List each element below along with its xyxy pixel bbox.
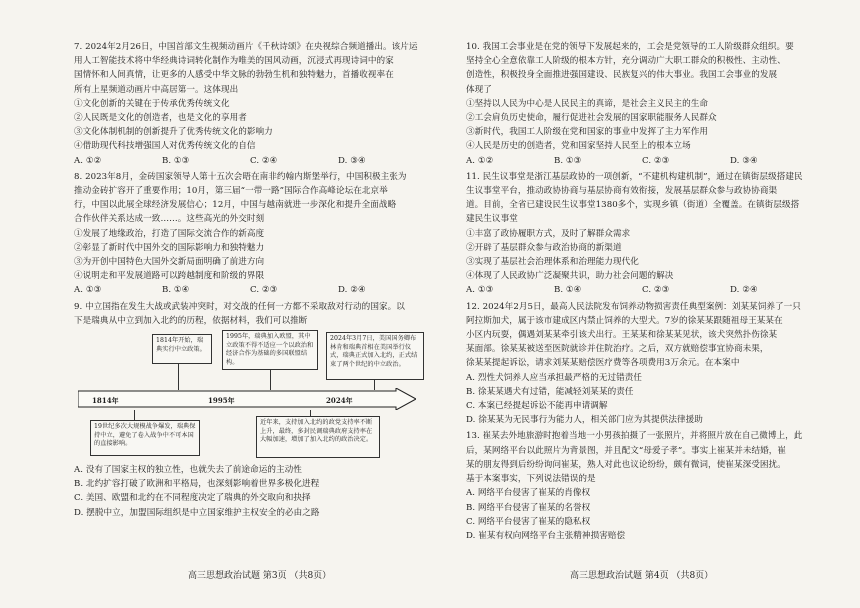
q9-option: A. 没有了国家主权的独立性，也就失去了前途命运的主动性 [74,465,302,476]
q10-item: ①坚持以人民为中心是人民民主的真谛，是社会主义民主的生命 [466,98,709,109]
option-c: C. ②③ [250,285,278,296]
timeline-label-1995: 1995年 [208,396,235,406]
option-d: D. ③④ [730,155,758,166]
q13-option: B. 网络平台侵害了崔某的名誉权 [466,502,591,513]
page-right-column [466,40,818,545]
question-12 [466,300,818,428]
q7-stem-line: 7. 2024年2月26日，中国首部文生视频动画片《千秋诗颂》在央视综合频道播出。该片运 [74,42,418,52]
option-d: D. ②④ [730,285,758,296]
option-a: A. ①③ [466,285,494,296]
q12-stem-line: 小区内玩耍，偶遇刘某某牵引该犬出行。王某某和徐某某见状，该犬突然扑伤徐某 [466,330,778,341]
q7-stem-line: 所有上星频道动画片中高居第一。这体现出 [74,84,239,95]
q11-stem-line: 生议事堂平台，推动政协协商与基层协商有效衔接，发展基层群众参与政协协商渠 [466,186,778,197]
q12-stem-line: 徐某某提起诉讼，请求刘某某赔偿医疗费等各项费用3万余元。在本案中 [466,358,740,369]
timeline-arrow [78,388,416,410]
q13-option: D. 崔某有权向网络平台主张精神损害赔偿 [466,530,626,541]
page-left-column [74,40,426,522]
q8-options [74,283,426,297]
q13-option: A. 网络平台侵害了崔某的肖像权 [466,488,591,499]
question-8 [74,170,426,298]
q11-stem-line: 11. 民生议事堂是浙江基层政协的一项创新，“不建机构建机制”，通过在镇街层级搭建民 [466,171,803,182]
q7-item: ④借助现代科技增强国人对优秀传统文化的自信 [74,141,256,152]
q13-option: C. 网络平台侵害了崔某的隐私权 [466,516,591,527]
q9-option: D. 摆脱中立，加盟国际组织是中立国家维护主权安全的必由之路 [74,507,320,518]
q9-stem-line: 9. 中立国指在发生大战或武装冲突时，对交战的任何一方都不采取敌对行动的国家。以 [74,301,405,312]
q8-stem-line: 推动金砖扩容开了重要作用；10月，第三届“一带一路”国际合作高峰论坛在北京举 [74,186,388,197]
q10-item: ④人民是历史的创造者，党和国家坚持人民至上的根本立场 [466,141,691,152]
option-b: B. ①④ [554,285,582,296]
option-a: A. ①③ [74,285,102,296]
q11-options [466,283,818,297]
q13-stem-line: 某的朋友得到后纷纷询问崔某，熟人对此也议论纷纷，颇有微词，使崔某深受困扰。 [466,459,786,470]
option-c: C. ②④ [250,155,278,166]
q12-stem-line: 某面部。徐某某被送至医院就诊并住院治疗。之后，双方就赔偿事宜协商未果， [466,344,769,355]
question-11 [466,170,818,298]
q11-item: ②开辟了基层群众参与政治协商的新渠道 [466,242,622,253]
timeline-box-1995: 1995年，瑞典加入欧盟，其中立政策不得不适应一个以政治和经济合作为基础的多国联盟结构。 [222,330,318,370]
q9-stem-line: 下是瑞典从中立到加入北约的历程，依据材料，我们可以推断 [74,315,308,326]
connector-line [134,410,135,420]
q10-stem-line: 10. 我国工会事业是在党的领导下发展起来的，工会是党领导的工人阶级群众组织。要 [466,42,794,52]
q11-stem-line: 建民生议事堂 [466,214,518,225]
timeline-box-1814: 1814年开始，瑞典实行中立政策。 [152,334,212,364]
page-footer-left: 高三思想政治试题 第3页 （共8页） [188,571,332,581]
q10-options [466,154,818,168]
q7-item: ③文化体制机制的创新提升了优秀传统文化的影响力 [74,127,273,138]
option-a: A. ①② [74,155,102,166]
timeline-label-2024: 2024年 [326,396,353,406]
q8-item: ①发展了地缘政治，打造了国际交流合作的新高度 [74,228,265,239]
q12-stem-line: 阿拉斯加犬，属于该市建成区内禁止饲养的大型犬。7岁的徐某某跟随祖母王某某在 [466,315,783,326]
timeline-box-recent-years: 近年来，支持加入北约的政党支持率不断上升，最终，多封民调瑞典政府支持率在大幅加速，增加了加入北约的政治决定。 [256,416,380,458]
q8-item: ④说明走和平发展道路可以跨越制度和阶级的界限 [74,271,265,282]
q7-options [74,154,426,168]
q11-item: ③实现了基层社会治理体系和治理能力现代化 [466,257,639,268]
option-b: B. ①③ [162,155,190,166]
q10-item: ③新时代，我国工人阶级在党和国家的事业中发挥了主力军作用 [466,127,709,138]
q7-item: ②人民既是文化的创造者，也是文化的享用者 [74,113,247,124]
q11-item: ④体现了人民政协广泛凝聚共识，助力社会问题的解决 [466,271,674,282]
q8-stem-line: 8. 2023年8月，金砖国家领导人第十五次会晤在南非约翰内斯堡举行，中国积极主张为 [74,171,407,182]
q10-item: ②工会肩负历史使命，履行促进社会发展的国家职能服务人民群众 [466,113,717,124]
connector-line [178,364,179,390]
q12-option: C. 本案已经提起诉讼不能再申请调解 [466,401,608,412]
q11-stem-line: 道。目前，全省已建设民生议事堂1380多个，实现乡镇（街道）全覆盖。在镇街层级搭 [466,200,800,211]
option-d: D. ②④ [338,285,366,296]
q10-stem-line: 体现了 [466,84,492,95]
q7-stem-line: 用人工智能技术将中华经典诗词转化制作为唯美的国风动画，沉浸式再现诗词中的家 [74,56,394,67]
q8-stem-line: 合作伙伴关系达成一致……。这些高光的外交时刻 [74,214,265,225]
q12-option: B. 徐某某遇犬有过错，能减轻刘某某的责任 [466,386,634,397]
option-b: B. ①④ [162,285,190,296]
question-10 [466,40,818,168]
option-d: D. ③④ [338,155,366,166]
question-13 [466,429,818,543]
timeline-box-19th-century: 19世纪多次大规模战争爆发，瑞典保持中立，避免了卷入战争中不可本国的直接影响。 [90,420,200,456]
q11-item: ①丰富了政协履职方式，及时了解群众需求 [466,228,631,239]
q9-option: C. 美国、欧盟和北约在不同程度决定了瑞典的外交取向和抉择 [74,493,311,504]
option-a: A. ①② [466,155,494,166]
q9-option: B. 北约扩容打破了欧洲和平格局，也深刻影响着世界多极化进程 [74,479,320,490]
q7-item: ①文化创新的关键在于传承优秀传统文化 [74,98,230,109]
option-c: C. ②③ [642,285,670,296]
q12-option: A. 烈性犬饲养人应当承担最严格的无过错责任 [466,372,643,383]
sweden-timeline-figure [74,330,426,460]
q13-stem-line: 后，某网络平台以此照片为背景图，并且配文“母爱子孝”。事实上崔某并未结婚，崔 [466,445,787,456]
q8-item: ③为开创中国特色大国外交新局面明确了前进方向 [74,257,265,268]
connector-line [270,370,271,390]
option-b: B. ①③ [554,155,582,166]
option-c: C. ②③ [642,155,670,166]
q8-item: ②彰显了新时代中国外交的国际影响力和独特魅力 [74,242,265,253]
q10-stem-line: 坚持全心全意依靠工人阶级的根本方针，充分调动广大职工群众的积极性、主动性、 [466,56,786,67]
q12-stem-line: 12. 2024年2月5日，最高人民法院发布饲养动物损害责任典型案例：刘某某饲养了一只 [466,301,801,312]
page-footer-right: 高三思想政治试题 第4页 （共8页） [570,571,714,581]
question-7 [74,40,426,168]
timeline-label-1814: 1814年 [92,396,119,406]
question-9 [74,300,426,520]
q13-stem-line: 13. 崔某去外地旅游时抱着当地一小男孩拍摄了一张照片，并将照片放在自己微博上，此 [466,431,803,442]
q10-stem-line: 创造性，积极投身全面推进强国建设、民族复兴的伟大事业。我国工会事业的发展 [466,70,778,81]
q12-option: D. 徐某某为无民事行为能力人，相关部门应为其提供法律援助 [466,415,703,426]
timeline-box-2024: 2024年3月7日，美国国务卿布林肯和瑞典首相在美国举行仪式，瑞典正式加入北约，正式结束了两个世纪的中立政治。 [326,332,424,380]
q13-stem-line: 基于本案事实，下列说法错误的是 [466,474,596,485]
q8-stem-line: 行，中国以此展全球经济发展信心；12月，中国与越南就进一步深化和提升全面战略 [74,200,397,211]
q7-stem-line: 国情怀和人间真情，让更多的人感受中华文脉的勃勃生机和独特魅力，首播收视率在 [74,70,394,81]
